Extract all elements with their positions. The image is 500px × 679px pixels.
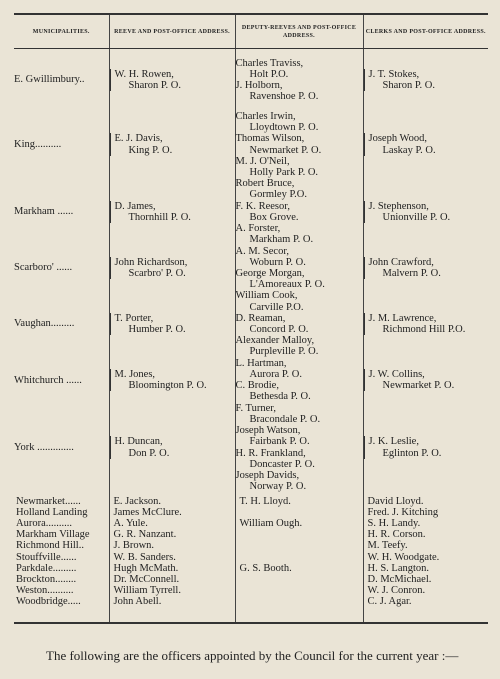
table-row: Parkdale......... Hugh McMath. G. S. Booth. H. S. Langton.	[14, 563, 488, 574]
table-row	[14, 403, 488, 493]
deputy-cell: L. Hartman, Aurora P. O. C. Brodie, Bethesda P. O.	[235, 358, 363, 403]
deputy-cell: Charles Irwin, Lloydtown P. O. Thomas Wilson, Newmarket P. O. M. J. O'Neil, Holly Park P. O.	[235, 111, 363, 178]
reeve-cell: E. J. Davis, King P. O.	[109, 111, 235, 178]
table-row	[14, 358, 488, 403]
table-row: Weston.......... William Tyrrell. W. J. Conron.	[14, 585, 488, 596]
deputy-cell: A. M. Secor, Woburn P. O. George Morgan, L'Amoreaux P. O.	[235, 245, 363, 290]
clerk-cell: J. Stephenson, Unionville P. O.	[363, 178, 488, 245]
table-row: Brockton........ Dr. McConnell. D. McMichael.	[14, 574, 488, 585]
reeve-cell: D. James, Thornhill P. O.	[109, 178, 235, 245]
reeve-cell: John Richardson, Scarbro' P. O.	[109, 245, 235, 290]
municipality-name: Markham ......	[14, 206, 74, 218]
table-row	[14, 290, 488, 357]
header-deputy-reeves: DEPUTY-REEVES AND POST-OFFICE ADDRESS.	[235, 14, 363, 49]
clerk-cell: J. W. Collins, Newmarket P. O.	[363, 358, 488, 403]
reeve-cell: M. Jones, Bloomington P. O.	[109, 358, 235, 403]
clerk-cell: J. K. Leslie, Eglinton P. O.	[363, 403, 488, 493]
header-reeve: REEVE AND POST-OFFICE ADDRESS.	[109, 14, 235, 49]
table-row: Woodbridge..... John Abell. C. J. Agar.	[14, 596, 488, 607]
municipality-name: York ..............	[14, 442, 74, 454]
table-row: Holland Landing James McClure. Fred. J. Kitching	[14, 507, 488, 518]
municipality-name: Scarboro' ......	[14, 262, 73, 274]
municipality-name: E. Gwillimbury..	[14, 74, 85, 86]
municipality-name: Whitchurch ......	[14, 374, 82, 386]
table-header-row	[14, 14, 488, 49]
header-municipalities: MUNICIPALITIES.	[14, 14, 109, 49]
table-row: Richmond Hill.. J. Brown. M. Teefy.	[14, 540, 488, 551]
table-row: Aurora.......... A. Yule. William Ough. S. H. Landy.	[14, 518, 488, 529]
reeve-cell: H. Duncan, Don P. O.	[109, 403, 235, 493]
table-row	[14, 178, 488, 245]
reeve-cell: W. H. Rowen, Sharon P. O.	[109, 49, 235, 112]
footer-paragraph: The following are the officers appointed by the Council for the current year :—	[46, 648, 459, 663]
clerk-cell: J. T. Stokes, Sharon P. O.	[363, 49, 488, 112]
table-row	[14, 49, 488, 112]
table-row	[14, 245, 488, 290]
table-row: Newmarket...... E. Jackson. T. H. Lloyd. David Lloyd.	[14, 493, 488, 507]
reeve-cell: T. Porter, Humber P. O.	[109, 290, 235, 357]
officers-table	[14, 13, 488, 624]
deputy-cell: F. Turner, Bracondale P. O. Joseph Watson, Fairbank P. O. H. R. Frankland, Doncaster P. O. Joseph Davids, Norway P. O.	[235, 403, 363, 493]
clerk-cell: John Crawford, Malvern P. O.	[363, 245, 488, 290]
clerk-cell: Joseph Wood, Laskay P. O.	[363, 111, 488, 178]
header-clerks: CLERKS AND POST-OFFICE ADDRESS.	[363, 14, 488, 49]
deputy-cell: William Cook, Carville P.O. D. Reaman, Concord P. O. Alexander Malloy, Purpleville P. O.	[235, 290, 363, 357]
municipality-name: Vaughan.........	[14, 318, 75, 330]
deputy-cell: Robert Bruce, Gormley P.O. F. K. Reesor, Box Grove. A. Forster, Markham P. O.	[235, 178, 363, 245]
table-row	[14, 608, 488, 623]
clerk-cell: J. M. Lawrence, Richmond Hill P.O.	[363, 290, 488, 357]
deputy-cell: Charles Traviss, Holt P.O. J. Holborn, Ravenshoe P. O.	[235, 49, 363, 112]
municipality-name: King..........	[14, 139, 62, 150]
table-row: Stouffville...... W. B. Sanders. W. H. Woodgate.	[14, 552, 488, 563]
table-row	[14, 111, 488, 178]
table-row: Markham Village G. R. Nanzant. H. R. Corson.	[14, 529, 488, 540]
